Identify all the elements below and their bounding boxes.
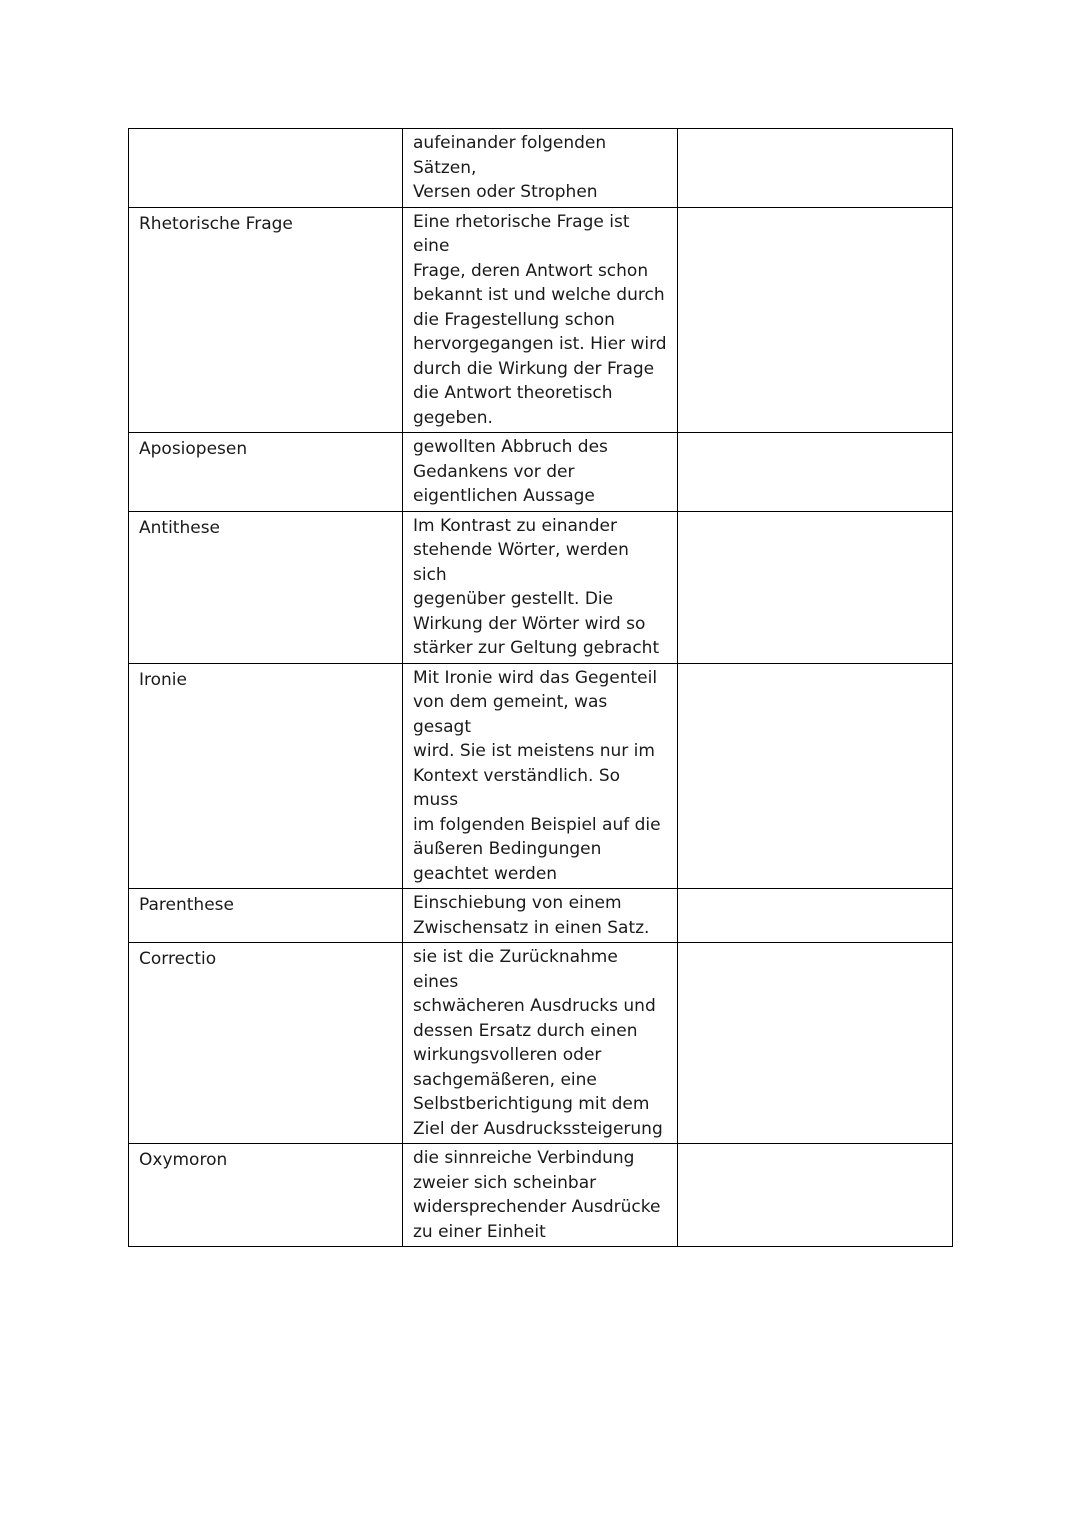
table-row: [129, 889, 953, 943]
definition-text: Mit Ironie wird das Gegenteil von dem gemeint, was gesagt wird. Sie ist meistens nur im Kontext verständlich. So muss im folgenden Beispiel auf die äußeren Bedingungen geachtet werden: [413, 667, 661, 884]
definition-cell: [403, 663, 678, 889]
example-cell: [678, 511, 953, 663]
term-cell: [129, 511, 403, 663]
example-cell: [678, 129, 953, 208]
table-row: [129, 207, 953, 433]
term-cell: [129, 889, 403, 943]
definition-cell: [403, 889, 678, 943]
term-label: Rhetorische Frage: [139, 213, 293, 234]
table-row: [129, 1144, 953, 1247]
definition-text: aufeinander folgenden Sätzen, Versen oder Strophen: [413, 133, 607, 202]
definition-cell: [403, 207, 678, 433]
example-cell: [678, 889, 953, 943]
term-cell: [129, 943, 403, 1144]
term-cell: [129, 663, 403, 889]
definition-cell: [403, 1144, 678, 1247]
example-cell: [678, 943, 953, 1144]
definition-cell: [403, 433, 678, 512]
table-row: [129, 433, 953, 512]
definition-cell: [403, 511, 678, 663]
term-label: Parenthese: [139, 895, 234, 915]
stilmittel-table: [128, 128, 953, 1247]
definition-text: gewollten Abbruch des Gedankens vor der eigentlichen Aussage: [413, 437, 608, 506]
term-label: Correctio: [139, 949, 217, 969]
term-label: Aposiopesen: [139, 439, 248, 459]
example-cell: [678, 433, 953, 512]
definition-text: die sinnreiche Verbindung zweier sich scheinbar widersprechender Ausdrücke zu einer Einheit: [413, 1148, 661, 1242]
definition-text: Im Kontrast zu einander stehende Wörter, werden sich gegenüber gestellt. Die Wirkung der Wörter wird so stärker zur Geltung gebracht: [413, 515, 660, 658]
definition-cell: [403, 129, 678, 208]
term-cell: [129, 433, 403, 512]
example-cell: [678, 663, 953, 889]
term-cell: [129, 207, 403, 433]
definition-text: Eine rhetorische Frage ist eine Frage, deren Antwort schon bekannt ist und welche durch die Fragestellung schon hervorgegangen ist. Hier wird durch die Wirkung der Frage die Antwort theoretisch gegeben.: [413, 211, 667, 428]
definition-text: Einschiebung von einem Zwischensatz in einen Satz.: [413, 893, 650, 938]
table-row: [129, 129, 953, 208]
term-label: Ironie: [139, 669, 187, 690]
table-row: [129, 511, 953, 663]
table-row: [129, 943, 953, 1144]
term-label: Antithese: [139, 517, 221, 538]
term-cell: [129, 129, 403, 208]
term-label: Oxymoron: [139, 1150, 228, 1170]
term-label: [139, 131, 394, 133]
example-cell: [678, 207, 953, 433]
definition-cell: [403, 943, 678, 1144]
example-cell: [678, 1144, 953, 1247]
definition-text: sie ist die Zurücknahme eines schwächeren Ausdrucks und dessen Ersatz durch einen wirkungsvolleren oder sachgemäßeren, eine Selbstberichtigung mit dem Ziel der Ausdruckssteigerung: [413, 947, 663, 1139]
term-cell: [129, 1144, 403, 1247]
table-row: [129, 663, 953, 889]
